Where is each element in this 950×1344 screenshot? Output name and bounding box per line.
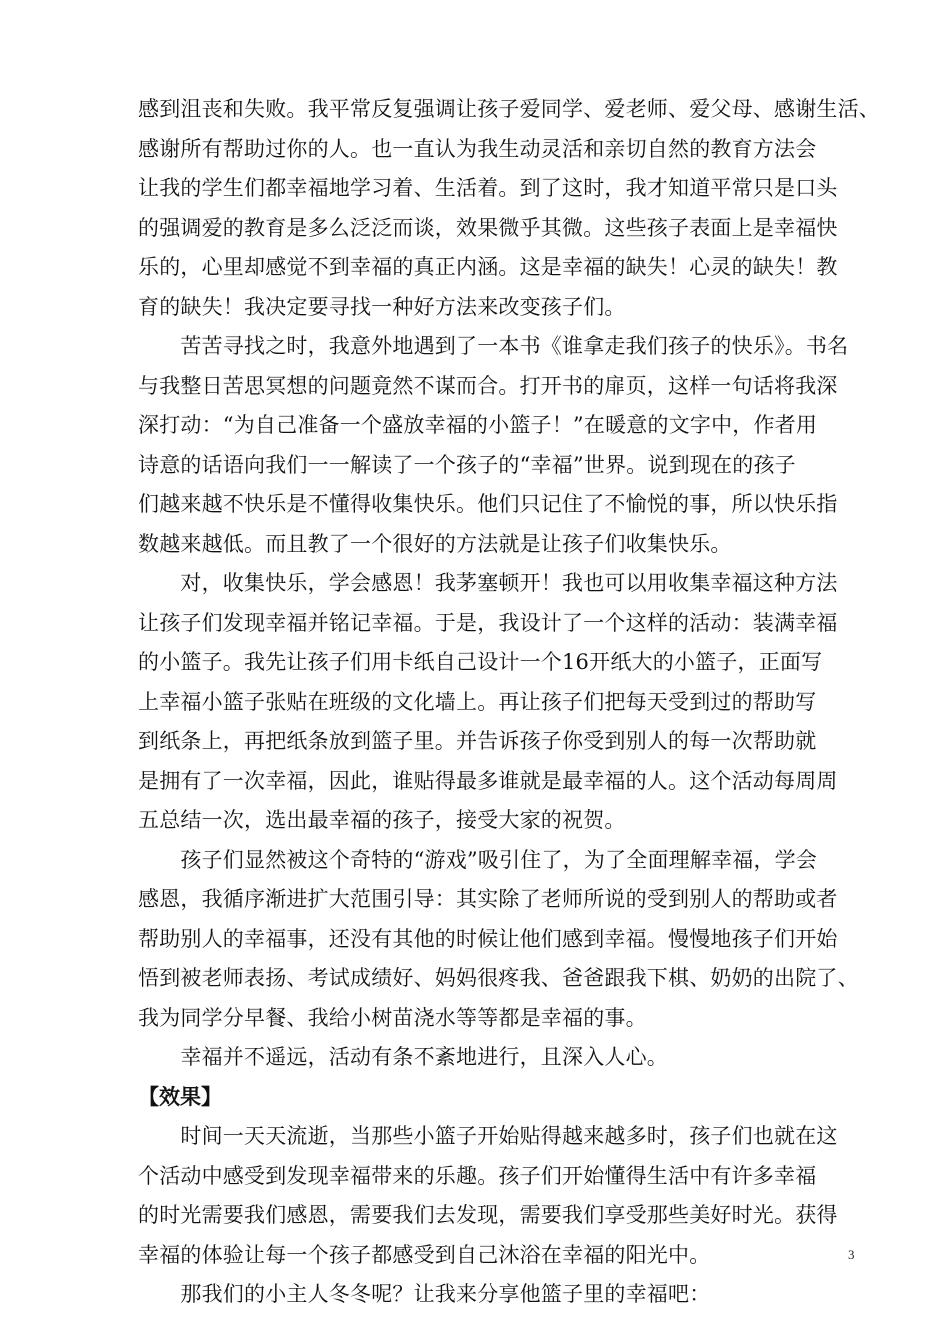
paragraph-line: 与我整日苦思冥想的问题竟然不谋而合。打开书的扉页，这样一句话将我深	[138, 373, 838, 398]
section-heading: 【效果】	[138, 1084, 222, 1109]
paragraph-line: 让孩子们发现幸福并铭记幸福。于是，我设计了一个这样的活动：装满幸福	[138, 610, 838, 635]
paragraph-line: 的时光需要我们感恩，需要我们去发现，需要我们享受那些美好时光。获得	[138, 1203, 838, 1227]
paragraph-line: 的小篮子。我先让孩子们用卡纸自己设计一个16开纸大的小篮子，正面写	[138, 650, 823, 674]
page-number: 3	[848, 1247, 855, 1262]
paragraph-line: 五总结一次，选出最幸福的孩子，接受大家的祝贺。	[138, 808, 626, 832]
paragraph-line: 深打动：“为自己准备一个盛放幸福的小篮子！”在暖意的文字中，作者用	[138, 413, 818, 437]
paragraph-line: 乐的，心里却感觉不到幸福的真正内涵。这是幸福的缺失！心灵的缺失！教	[138, 255, 838, 279]
paragraph-line: 悟到被老师表扬、考试成绩好、妈妈很疼我、爸爸跟我下棋、奶奶的出院了、	[138, 966, 859, 990]
paragraph-line: 幸福的体验让每一个孩子都感受到自己沐浴在幸福的阳光中。	[138, 1242, 711, 1267]
paragraph-line: 帮助别人的幸福事，还没有其他的时候让他们感到幸福。慢慢地孩子们开始	[138, 926, 838, 951]
paragraph-line: 那我们的小主人冬冬呢？让我来分享他篮子里的幸福吧：	[138, 1282, 711, 1306]
paragraph-line: 幸福并不遥远，活动有条不紊地进行，且深入人心。	[138, 1045, 668, 1069]
paragraph-line: 数越来越低。而且教了一个很好的方法就是让孩子们收集快乐。	[138, 531, 732, 556]
paragraph-line: 感到沮丧和失败。我平常反复强调让孩子爱同学、爱老师、爱父母、感谢生活、	[138, 97, 880, 121]
paragraph-line: 时间一天天流逝，当那些小篮子开始贴得越来越多时，孩子们也就在这	[138, 1124, 838, 1148]
paragraph-line: 是拥有了一次幸福，因此，谁贴得最多谁就是最幸福的人。这个活动每周周	[138, 768, 838, 793]
paragraph-line: 苦苦寻找之时，我意外地遇到了一本书《谁拿走我们孩子的快乐》。书名	[138, 334, 849, 358]
paragraph-line: 诗意的话语向我们一一解读了一个孩子的“幸福”世界。说到现在的孩子	[138, 452, 796, 477]
paragraph-line: 育的缺失！我决定要寻找一种好方法来改变孩子们。	[138, 294, 626, 319]
paragraph-line: 们越来越不快乐是不懂得收集快乐。他们只记住了不愉悦的事，所以快乐指	[138, 492, 838, 516]
paragraph-line: 让我的学生们都幸福地学习着、生活着。到了这时，我才知道平常只是口头	[138, 176, 838, 200]
paragraph-line: 上幸福小篮子张贴在班级的文化墙上。再让孩子们把每天受到过的帮助写	[138, 689, 817, 714]
document-body	[138, 90, 880, 1315]
paragraph-line: 的强调爱的教育是多么泛泛而谈，效果微乎其微。这些孩子表面上是幸福快	[138, 215, 838, 240]
paragraph-line: 孩子们显然被这个奇特的“游戏”吸引住了，为了全面理解幸福，学会	[138, 847, 818, 872]
paragraph-line: 感谢所有帮助过你的人。也一直认为我生动灵活和亲切自然的教育方法会	[138, 136, 817, 161]
paragraph-line: 对，收集快乐，学会感恩！我茅塞顿开！我也可以用收集幸福这种方法	[138, 571, 838, 595]
paragraph-line: 个活动中感受到发现幸福带来的乐趣。孩子们开始懂得生活中有许多幸福	[138, 1163, 817, 1188]
paragraph-line: 我为同学分早餐、我给小树苗浇水等等都是幸福的事。	[138, 1005, 647, 1030]
paragraph-line: 到纸条上，再把纸条放到篮子里。并告诉孩子你受到别人的每一次帮助就	[138, 729, 817, 753]
paragraph-line: 感恩，我循序渐进扩大范围引导：其实除了老师所说的受到别人的帮助或者	[138, 887, 838, 911]
